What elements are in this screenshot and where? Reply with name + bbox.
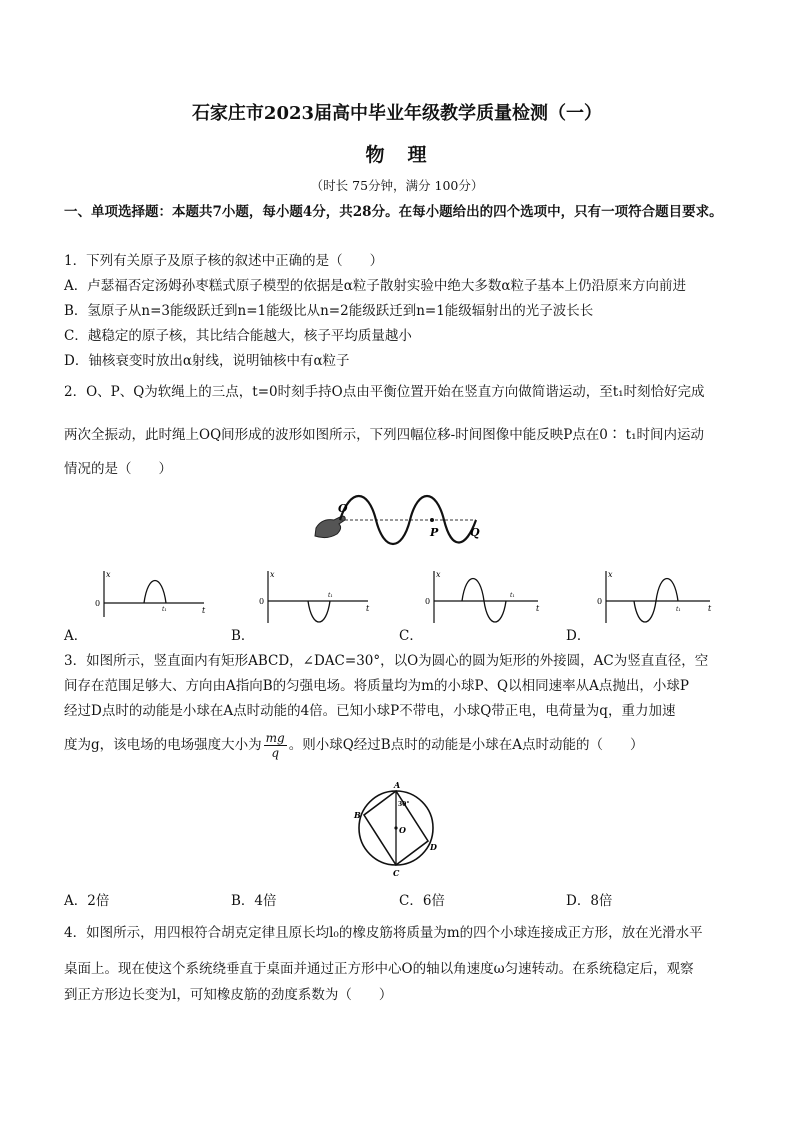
fraction-numerator: mg (265, 731, 285, 745)
axis-zero: 0 (425, 597, 431, 606)
q2-line-2: 两次全振动，此时绳上OQ间形成的波形如图所示，下列四幅位移-时间图像中能反映P点在0∶ t₁时间内运动 (64, 427, 704, 443)
graph-d (594, 567, 720, 627)
axis-t: t (366, 604, 370, 613)
axis-t: t (202, 606, 206, 615)
axis-t: t (708, 604, 712, 613)
wave-figure (310, 490, 500, 552)
graph-c (422, 567, 548, 627)
q3-option-a: A．2倍 (64, 893, 110, 909)
label-q: Q (470, 526, 480, 539)
q4-line-2: 桌面上。现在使这个系统绕垂直于桌面并通过正方形中心O的轴以角速度ω匀速转动。在系统稳定后，观察 (64, 961, 694, 977)
q3-line-3: 经过D点时的动能是小球在A点时动能的4倍。已知小球P不带电，小球Q带正电，电荷量为q，重力加速 (64, 703, 676, 719)
axis-x: x (436, 570, 441, 579)
label-c: C (393, 868, 400, 878)
q2-option-d: D． (566, 628, 591, 644)
axis-zero: 0 (259, 597, 265, 606)
exam-title: 石家庄市2023届高中毕业年级教学质量检测（一） (191, 103, 603, 124)
q3-line-4-pre: 度为g，该电场的电场强度大小为 (64, 737, 262, 753)
graph-a (92, 567, 214, 621)
q2-option-a: A． (64, 628, 88, 644)
point-p (430, 518, 434, 522)
axis-x: x (270, 570, 275, 579)
q3-line-2: 间存在范围足够大、方向由A指向B的匀强电场。将质量均为m的小球P、Q以相同速率从A点抛出，小球P (64, 678, 689, 694)
graph-b-curve (308, 601, 330, 622)
label-b: B (354, 810, 361, 820)
label-o: O (338, 502, 348, 515)
q3-option-b: B．4倍 (231, 893, 277, 909)
label-p: P (430, 526, 439, 539)
q1-stem: 1．下列有关原子及原子核的叙述中正确的是（ ） (64, 253, 384, 269)
q3-option-c: C．6倍 (399, 893, 445, 909)
section-heading: 一、单项选择题：本题共7小题，每小题4分，共28分。在每小题给出的四个选项中，只有一项符合题目要求。 (64, 204, 723, 220)
label-o: O (399, 825, 406, 835)
center-o (394, 826, 397, 829)
graph-c-curve (462, 579, 506, 623)
exam-meta: （时长 75分钟，满分 100分） (310, 178, 484, 193)
q3-line-4-post: 。则小球Q经过B点时的动能是小球在A点时动能的（ ） (288, 737, 644, 753)
label-a: A (394, 780, 401, 790)
subject-title: 物 理 (365, 144, 429, 166)
axis-t1: t₁ (162, 606, 167, 613)
q4-line-1: 4．如图所示，用四根符合胡克定律且原长均l₀的橡皮筋将质量为m的四个小球连接成正方形，放在光滑水平 (64, 925, 703, 941)
q3-line-1: 3．如图所示，竖直面内有矩形ABCD，∠DAC=30°，以O为圆心的圆为矩形的外接圆，AC为竖直直径，空 (64, 653, 709, 669)
q2-option-b: B． (231, 628, 255, 644)
q1-option-a: A．卢瑟福否定汤姆孙枣糕式原子模型的依据是α粒子散射实验中绝大多数α粒子基本上仍沿原来方向前进 (64, 278, 686, 294)
q3-line-4 (64, 731, 643, 760)
axis-zero: 0 (95, 599, 101, 608)
graph-d-curve (634, 579, 678, 623)
q1-option-d: D．铀核衰变时放出α射线，说明铀核中有α粒子 (64, 353, 350, 369)
axis-x: x (608, 570, 613, 579)
field-strength-fraction (264, 731, 287, 760)
axis-t1: t₁ (510, 592, 515, 599)
axis-t1: t₁ (328, 592, 333, 599)
q2-line-1: 2．O、P、Q为软绳上的三点，t=0时刻手持O点由平衡位置开始在竖直方向做简谐运动，至t₁时刻恰好完成 (64, 384, 705, 400)
q2-line-3: 情况的是（ ） (64, 461, 172, 477)
axis-t: t (536, 604, 540, 613)
q2-option-c: C． (399, 628, 423, 644)
fraction-denominator: q (271, 746, 280, 760)
graph-b (256, 567, 378, 627)
q1-option-c: C．越稳定的原子核，其比结合能越大，核子平均质量越小 (64, 328, 412, 344)
circle-figure (350, 778, 442, 880)
axis-t1: t₁ (676, 606, 681, 613)
label-d: D (430, 842, 437, 852)
axis-zero: 0 (597, 597, 603, 606)
axis-x: x (106, 570, 111, 579)
label-angle: 30° (398, 801, 410, 808)
q3-option-d: D．8倍 (566, 893, 613, 909)
graph-a-curve (144, 581, 166, 604)
q4-line-3: 到正方形边长变为l，可知橡皮筋的劲度系数为（ ） (64, 987, 393, 1003)
q1-option-b: B．氢原子从n=3能级跃迁到n=1能级比从n=2能级跃迁到n=1能级辐射出的光子波长长 (64, 303, 594, 319)
